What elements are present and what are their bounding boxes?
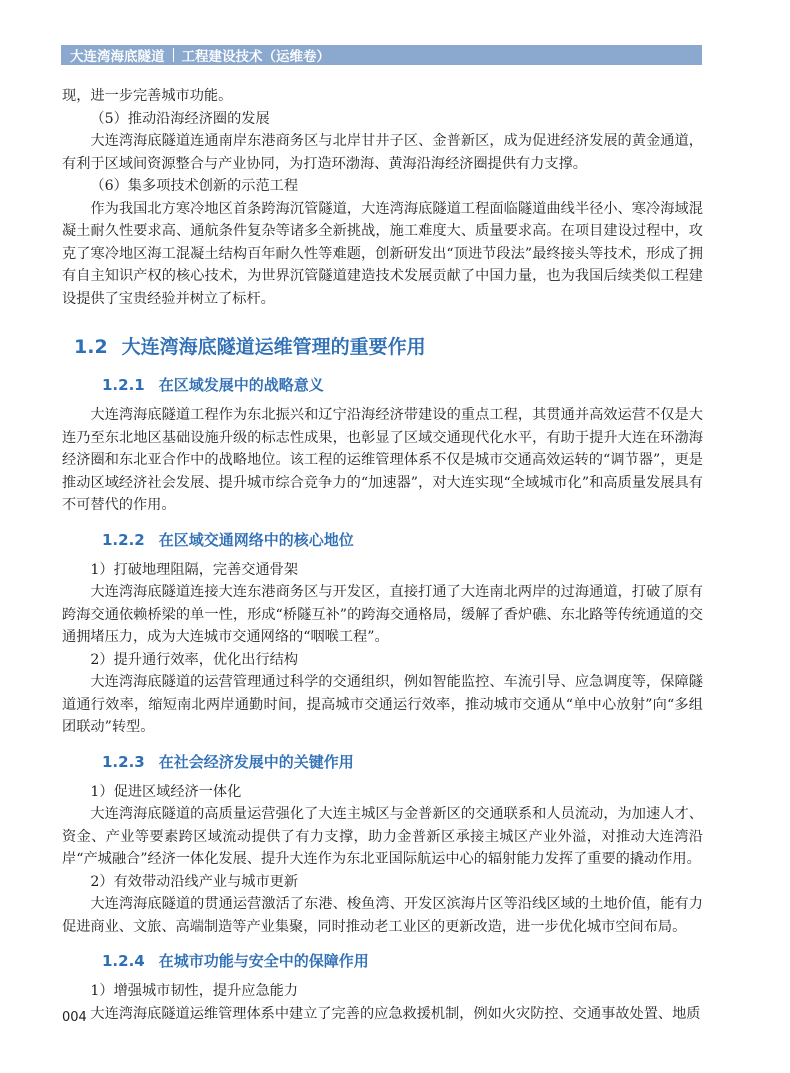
s123-item-1-body: 大连湾海底隧道的高质量运营强化了大连主城区与金普新区的交通联系和人员流动，为加速人才、资金、产业等要素跨区域流动提供了有力支撑，助力金普新区承接主城区产业外溢，对推动大连湾沿岸“产城融合”经济一体化发展、提升大连作为东北亚国际航运中心的辐射能力发挥了重要的撬动作用。 [62, 806, 703, 867]
section-heading-1-2 [62, 334, 703, 360]
header-divider [173, 48, 174, 62]
s121-body: 大连湾海底隧道工程作为东北振兴和辽宁沿海经济带建设的重点工程，其贯通并高效运营不仅是大连乃至东北地区基础设施升级的标志性成果，也彰显了区域交通现代化水平，有助于提升大连在环渤海经济圈和东北亚合作中的战略地位。该工程的运维管理体系不仅是城市交通高效运转的“调节器”，更是推动区域经济社会发展、提升城市综合竞争力的“加速器”，对大连实现“全域城市化”和高质量发展具有不可替代的作用。 [62, 407, 703, 513]
page-number: 004 [62, 1010, 87, 1025]
subsection-heading-1-2-4 [62, 950, 703, 972]
s123-item-1-title: 1）促进区域经济一体化 [90, 783, 242, 800]
page-body [62, 85, 703, 1025]
subsection-number: 1.2.1 [102, 376, 145, 394]
subsection-number: 1.2.2 [102, 530, 145, 549]
section-title: 大连湾海底隧道运维管理的重要作用 [121, 336, 426, 358]
item-5-title: （5）推动沿海经济圈的发展 [90, 110, 270, 127]
section-number: 1.2 [74, 336, 108, 358]
s124-item-1-body: 大连湾海底隧道运维管理体系中建立了完善的应急救援机制，例如火灾防控、交通事故处置、地质 [90, 1005, 701, 1022]
header-book-title: 大连湾海底隧道 [70, 49, 165, 65]
running-header [61, 45, 702, 65]
s122-item-1-body: 大连湾海底隧道连接大连东港商务区与开发区，直接打通了大连南北两岸的过海通道，打破了原有跨海交通依赖桥梁的单一性，形成“桥隧互补”的跨海交通格局，缓解了香炉礁、东北路等传统通道的交通拥堵压力，成为大连城市交通网络的“咽喉工程”。 [62, 584, 703, 645]
subsection-title: 在社会经济发展中的关键作用 [158, 752, 354, 771]
paragraph-continued: 现，进一步完善城市功能。 [62, 88, 233, 104]
s122-item-2-body: 大连湾海底隧道的运营管理通过科学的交通组织，例如智能监控、车流引导、应急调度等，保障隧道通行效率，缩短南北两岸通勤时间，提高城市交通运行效率，推动城市交通从“单中心放射”向“多组团联动”转型。 [62, 674, 703, 735]
item-6-body: 作为我国北方寒冷地区首条跨海沉管隧道，大连湾海底隧道工程面临隧道曲线半径小、寒冷海域混凝土耐久性要求高、通航条件复杂等诸多全新挑战，施工难度大、质量要求高。在项目建设过程中，攻克了寒冷地区海工混凝土结构百年耐久性等难题，创新研发出“顶进节段法”最终接头等技术，形成了拥有自主知识产权的核心技术，为世界沉管隧道建造技术发展贡献了中国力量，也为我国后续类似工程建设提供了宝贵经验并树立了标杆。 [62, 200, 703, 307]
s123-item-2-title: 2）有效带动沿线产业与城市更新 [90, 873, 299, 890]
s124-item-1-title: 1）增强城市韧性，提升应急能力 [90, 983, 299, 999]
subsection-heading-1-2-2 [62, 529, 703, 551]
subsection-title: 在区域交通网络中的核心地位 [158, 530, 354, 549]
subsection-title: 在城市功能与安全中的保障作用 [158, 952, 369, 970]
item-5-body: 大连湾海底隧道连通南岸东港商务区与北岸甘井子区、金普新区，成为促进经济发展的黄金通道，有利于区域间资源整合与产业协同，为打造环渤海、黄海沿海经济圈提供有力支撑。 [62, 133, 703, 172]
subsection-heading-1-2-3 [62, 751, 703, 773]
subsection-heading-1-2-1 [62, 374, 703, 396]
item-6-title: （6）集多项技术创新的示范工程 [90, 178, 299, 194]
s122-item-1-title: 1）打破地理阻隔，完善交通骨架 [90, 561, 299, 578]
s123-item-2-body: 大连湾海底隧道的贯通运营激活了东港、梭鱼湾、开发区滨海片区等沿线区域的土地价值，能有力促进商业、文旅、高端制造等产业集聚，同时推动老工业区的更新改造，进一步优化城市空间布局。 [62, 896, 703, 935]
s122-item-2-title: 2）提升通行效率，优化出行结构 [90, 651, 299, 668]
subsection-number: 1.2.4 [102, 952, 145, 970]
header-volume-title: 工程建设技术（运维卷） [181, 49, 330, 65]
subsection-number: 1.2.3 [102, 752, 145, 771]
subsection-title: 在区域发展中的战略意义 [158, 376, 324, 394]
